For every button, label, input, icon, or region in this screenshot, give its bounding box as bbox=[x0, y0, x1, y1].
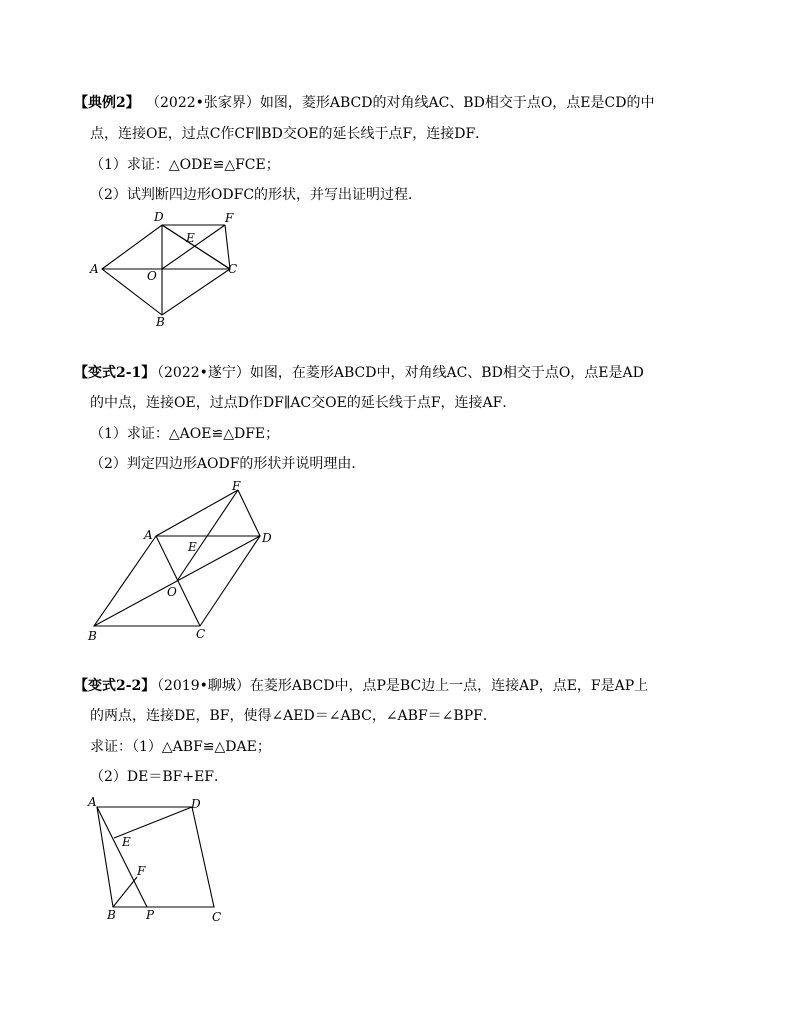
problem3-heading: 【变式2-2】 bbox=[74, 678, 156, 694]
problem2-heading: 【变式2-1】 bbox=[74, 365, 156, 381]
problem2-line-4: （2）判定四边形AODF的形状并说明理由． bbox=[90, 456, 366, 472]
problem2-line-1: （2022•遂宁）如图，在菱形ABCD中，对角线AC、BD相交于点O，点E是AD bbox=[150, 365, 644, 381]
segment-de bbox=[114, 807, 192, 838]
label-e: E bbox=[186, 231, 195, 245]
label-f: F bbox=[137, 864, 146, 878]
label-a: A bbox=[90, 262, 99, 276]
segment-bf bbox=[113, 877, 137, 907]
rhombus-abcd bbox=[102, 225, 230, 315]
problem3-line-2: 的两点，连接DE，BF，使得∠AED＝∠ABC，∠ABF＝∠BPF． bbox=[90, 708, 497, 724]
label-b: B bbox=[156, 315, 165, 329]
problem1-heading: 【典例2】 bbox=[74, 95, 140, 111]
problem1-line-1: （2022•张家界）如图，菱形ABCD的对角线AC、BD相交于点O，点E是CD的中 bbox=[146, 95, 655, 111]
label-p: P bbox=[146, 908, 155, 922]
label-c: C bbox=[196, 627, 206, 641]
problem3-figure bbox=[80, 790, 240, 930]
problem2-line-3: （1）求证：△AOE≌△DFE； bbox=[90, 426, 280, 442]
problem2-line-2: 的中点，连接OE，过点D作DF∥AC交OE的延长线于点F，连接AF． bbox=[90, 395, 517, 411]
label-o: O bbox=[167, 585, 177, 599]
problem3-line-1: （2019•聊城）在菱形ABCD中，点P是BC边上一点，连接AP，点E，F是AP上 bbox=[150, 678, 649, 694]
problem1-line-4: （2）试判断四边形ODFC的形状，并写出证明过程． bbox=[90, 187, 423, 203]
problem1-line-3: （1）求证：△ODE≌△FCE； bbox=[90, 157, 280, 173]
label-c: C bbox=[212, 910, 222, 924]
label-e: E bbox=[188, 540, 197, 554]
label-o: O bbox=[147, 269, 157, 283]
problem3-line-4: （2）DE＝BF+EF． bbox=[90, 769, 229, 785]
label-d: D bbox=[191, 797, 201, 811]
label-f: F bbox=[232, 479, 241, 493]
label-a: A bbox=[144, 528, 153, 542]
label-b: B bbox=[107, 908, 116, 922]
problem2-figure bbox=[80, 475, 300, 645]
label-c: C bbox=[228, 262, 238, 276]
problem1-line-2: 点，连接OE，过点C作CF∥BD交OE的延长线于点F，连接DF． bbox=[90, 126, 490, 142]
problem3-line-3: 求证：（1）△ABF≌△DAE； bbox=[90, 739, 271, 755]
segment-fd bbox=[238, 490, 260, 536]
segment-af bbox=[156, 490, 238, 536]
problem1-figure bbox=[80, 205, 250, 335]
label-d: D bbox=[154, 210, 164, 224]
label-f: F bbox=[225, 211, 234, 225]
label-a: A bbox=[88, 795, 97, 809]
label-d: D bbox=[262, 531, 272, 545]
label-b: B bbox=[88, 629, 97, 643]
label-e: E bbox=[122, 835, 131, 849]
